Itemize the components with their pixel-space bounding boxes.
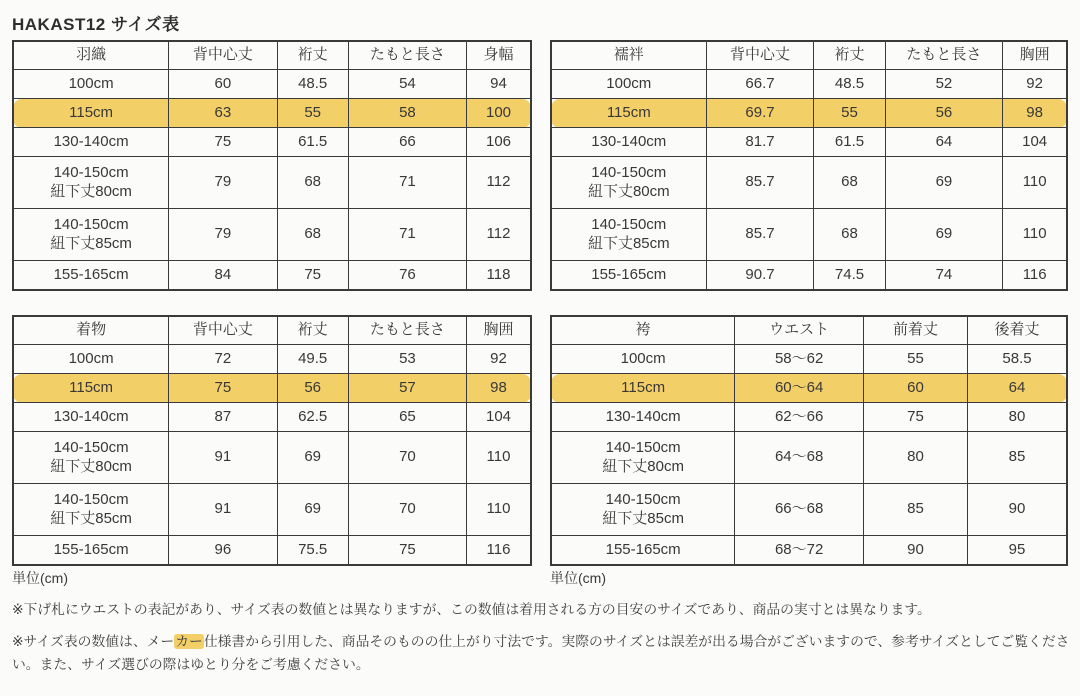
measurement-value: 75: [169, 374, 277, 403]
measurement-value: 96: [169, 536, 277, 566]
measurement-value: 110: [1003, 209, 1067, 261]
measurement-value: 61.5: [277, 128, 348, 157]
cord-length-line: 紐下丈80cm: [50, 457, 132, 475]
measurement-value: 69: [885, 209, 1003, 261]
height-range-label: 155-165cm: [551, 261, 706, 291]
table-row: [551, 70, 1067, 99]
measurement-value: 56: [277, 374, 348, 403]
measurement-value: 55: [277, 99, 348, 128]
table-row: [13, 209, 531, 261]
measurement-column-header: 身幅: [467, 41, 531, 70]
footnote-2-marker-highlight: カー: [175, 634, 203, 650]
measurement-value: 68～72: [735, 536, 864, 566]
measurement-value: 106: [467, 128, 531, 157]
table-row: [551, 403, 1067, 432]
height-range-label: 155-165cm: [13, 536, 169, 566]
measurement-value: 110: [467, 432, 531, 484]
measurement-value: 81.7: [706, 128, 814, 157]
height-range-label: 100cm: [551, 70, 706, 99]
size-table-hakama: [550, 315, 1068, 566]
measurement-value: 75: [864, 403, 968, 432]
measurement-value: 65: [348, 403, 466, 432]
table-row: [551, 261, 1067, 291]
height-range-label: 100cm: [13, 345, 169, 374]
height-range-label: 130-140cm: [551, 403, 735, 432]
measurement-value: 53: [348, 345, 466, 374]
table-row: [13, 536, 531, 566]
measurement-value: 75.5: [277, 536, 348, 566]
header-row: [551, 316, 1067, 345]
measurement-value: 91: [169, 484, 277, 536]
measurement-column-header: たもと長さ: [348, 41, 466, 70]
table-row: [551, 432, 1067, 484]
height-range-label: 100cm: [13, 70, 169, 99]
table-row: [13, 484, 531, 536]
measurement-value: 60: [169, 70, 277, 99]
measurement-value: 75: [277, 261, 348, 291]
measurement-value: 58～62: [735, 345, 864, 374]
garment-name-header: 着物: [13, 316, 169, 345]
measurement-value: 74.5: [814, 261, 885, 291]
measurement-value: 71: [348, 209, 466, 261]
garment-name-header: 襦袢: [551, 41, 706, 70]
measurement-value: 60: [864, 374, 968, 403]
cord-length-line: 紐下丈85cm: [50, 234, 132, 252]
measurement-value: 55: [864, 345, 968, 374]
measurement-value: 94: [467, 70, 531, 99]
measurement-column-header: ウエスト: [735, 316, 864, 345]
measurement-value: 98: [467, 374, 531, 403]
measurement-value: 90.7: [706, 261, 814, 291]
height-range-line: 140-150cm: [53, 163, 129, 181]
measurement-value: 87: [169, 403, 277, 432]
height-range-label: [551, 484, 735, 536]
table-row: [13, 70, 531, 99]
height-range-label: 130-140cm: [551, 128, 706, 157]
measurement-column-header: 背中心丈: [706, 41, 814, 70]
measurement-value: 69: [885, 157, 1003, 209]
garment-name-header: 羽織: [13, 41, 169, 70]
measurement-value: 104: [1003, 128, 1067, 157]
height-range-label: [13, 484, 169, 536]
measurement-value: 100: [467, 99, 531, 128]
measurement-value: 95: [968, 536, 1068, 566]
measurement-value: 48.5: [814, 70, 885, 99]
size-table-juban: [550, 40, 1068, 291]
table-row: [551, 99, 1067, 128]
measurement-column-header: たもと長さ: [348, 316, 466, 345]
table-row: [551, 345, 1067, 374]
table-row: [13, 432, 531, 484]
footnotes: [12, 598, 1070, 686]
measurement-value: 68: [814, 157, 885, 209]
measurement-value: 70: [348, 484, 466, 536]
cord-length-line: 紐下丈80cm: [50, 182, 132, 200]
table-row: [13, 128, 531, 157]
size-table-haori: [12, 40, 532, 291]
footnote-2: [12, 630, 1070, 676]
measurement-value: 55: [814, 99, 885, 128]
measurement-value: 49.5: [277, 345, 348, 374]
measurement-value: 91: [169, 432, 277, 484]
measurement-value: 116: [467, 536, 531, 566]
table-row: [551, 374, 1067, 403]
measurement-value: 72: [169, 345, 277, 374]
measurement-column-header: 胸囲: [467, 316, 531, 345]
measurement-column-header: 後着丈: [968, 316, 1068, 345]
measurement-value: 64: [968, 374, 1068, 403]
height-range-label: [13, 157, 169, 209]
measurement-value: 85: [864, 484, 968, 536]
measurement-value: 84: [169, 261, 277, 291]
measurement-value: 69: [277, 484, 348, 536]
measurement-value: 69: [277, 432, 348, 484]
measurement-column-header: 胸囲: [1003, 41, 1067, 70]
measurement-value: 68: [277, 157, 348, 209]
table-row: [13, 345, 531, 374]
size-table-kimono: [12, 315, 532, 566]
height-range-label: [551, 157, 706, 209]
measurement-value: 79: [169, 157, 277, 209]
unit-label-right: 単位(cm): [550, 570, 606, 586]
measurement-value: 64: [885, 128, 1003, 157]
height-range-label: 115cm: [13, 99, 169, 128]
height-range-label: 130-140cm: [13, 403, 169, 432]
measurement-value: 80: [864, 432, 968, 484]
table-row: [13, 261, 531, 291]
measurement-value: 75: [348, 536, 466, 566]
measurement-value: 90: [968, 484, 1068, 536]
measurement-value: 68: [277, 209, 348, 261]
height-range-label: 100cm: [551, 345, 735, 374]
height-range-label: 155-165cm: [551, 536, 735, 566]
cord-length-line: 紐下丈85cm: [602, 509, 684, 527]
measurement-value: 98: [1003, 99, 1067, 128]
haori-size-table-container: [12, 40, 532, 291]
cord-length-line: 紐下丈85cm: [50, 509, 132, 527]
table-row: [551, 484, 1067, 536]
footnote-1: ※下げ札にウエストの表記があり、サイズ表の数値とは異なりますが、この数値は着用される方の目安のサイズであり、商品の実寸とは異なります。: [12, 602, 931, 617]
measurement-value: 92: [467, 345, 531, 374]
measurement-value: 110: [1003, 157, 1067, 209]
measurement-value: 110: [467, 484, 531, 536]
garment-name-header: 袴: [551, 316, 735, 345]
measurement-column-header: 裄丈: [277, 41, 348, 70]
measurement-value: 112: [467, 157, 531, 209]
measurement-value: 116: [1003, 261, 1067, 291]
footnote-2-post: 仕様書から引用した、商品そのものの仕上がり寸法です。実際のサイズとは誤差が出る場合がございますので、参考サイズとしてご覧ください。また、サイズ選びの際はゆとり分をご考慮ください。: [12, 634, 1070, 673]
height-range-line: 140-150cm: [591, 215, 667, 233]
height-range-label: 115cm: [551, 374, 735, 403]
height-range-label: [551, 432, 735, 484]
measurement-value: 61.5: [814, 128, 885, 157]
table-row: [551, 157, 1067, 209]
table-row: [551, 209, 1067, 261]
measurement-value: 71: [348, 157, 466, 209]
header-row: [551, 41, 1067, 70]
footnote-2-pre: ※サイズ表の数値は、メー: [12, 634, 175, 650]
header-row: [13, 316, 531, 345]
height-range-label: [13, 432, 169, 484]
table-row: [13, 157, 531, 209]
height-range-line: 140-150cm: [53, 215, 129, 233]
measurement-value: 58: [348, 99, 466, 128]
measurement-value: 54: [348, 70, 466, 99]
measurement-column-header: 裄丈: [814, 41, 885, 70]
cord-length-line: 紐下丈85cm: [587, 234, 670, 252]
measurement-value: 92: [1003, 70, 1067, 99]
height-range-label: 115cm: [13, 374, 169, 403]
height-range-label: [551, 209, 706, 261]
height-range-line: 140-150cm: [53, 438, 129, 456]
measurement-value: 58.5: [968, 345, 1068, 374]
measurement-value: 80: [968, 403, 1068, 432]
height-range-line: 140-150cm: [605, 490, 681, 508]
measurement-value: 75: [169, 128, 277, 157]
measurement-value: 85.7: [706, 157, 814, 209]
measurement-value: 118: [467, 261, 531, 291]
height-range-label: 155-165cm: [13, 261, 169, 291]
height-range-label: [13, 209, 169, 261]
measurement-value: 66: [348, 128, 466, 157]
measurement-value: 52: [885, 70, 1003, 99]
measurement-value: 76: [348, 261, 466, 291]
height-range-line: 140-150cm: [53, 490, 129, 508]
height-range-label: 130-140cm: [13, 128, 169, 157]
measurement-value: 62.5: [277, 403, 348, 432]
table-row: [13, 99, 531, 128]
page-title: HAKAST12 サイズ表: [12, 15, 180, 34]
measurement-value: 57: [348, 374, 466, 403]
height-range-line: 140-150cm: [591, 163, 667, 181]
measurement-value: 60～64: [735, 374, 864, 403]
kimono-size-table-container: [12, 315, 532, 566]
measurement-value: 112: [467, 209, 531, 261]
juban-size-table-container: [550, 40, 1068, 291]
table-row: [551, 128, 1067, 157]
measurement-value: 66.7: [706, 70, 814, 99]
table-row: [13, 374, 531, 403]
measurement-column-header: 背中心丈: [169, 41, 277, 70]
measurement-column-header: 背中心丈: [169, 316, 277, 345]
measurement-value: 85: [968, 432, 1068, 484]
cord-length-line: 紐下丈80cm: [587, 182, 670, 200]
hakama-size-table-container: [550, 315, 1068, 566]
measurement-value: 85.7: [706, 209, 814, 261]
measurement-value: 70: [348, 432, 466, 484]
measurement-value: 64～68: [735, 432, 864, 484]
measurement-value: 69.7: [706, 99, 814, 128]
measurement-value: 104: [467, 403, 531, 432]
measurement-value: 48.5: [277, 70, 348, 99]
measurement-column-header: 前着丈: [864, 316, 968, 345]
measurement-value: 56: [885, 99, 1003, 128]
table-row: [13, 403, 531, 432]
cord-length-line: 紐下丈80cm: [602, 457, 684, 475]
height-range-label: 115cm: [551, 99, 706, 128]
measurement-value: 66～68: [735, 484, 864, 536]
height-range-line: 140-150cm: [605, 438, 681, 456]
measurement-value: 63: [169, 99, 277, 128]
measurement-value: 68: [814, 209, 885, 261]
measurement-value: 62～66: [735, 403, 864, 432]
measurement-value: 74: [885, 261, 1003, 291]
measurement-column-header: たもと長さ: [885, 41, 1003, 70]
measurement-value: 79: [169, 209, 277, 261]
header-row: [13, 41, 531, 70]
measurement-column-header: 裄丈: [277, 316, 348, 345]
unit-label-left: 単位(cm): [12, 570, 68, 586]
table-row: [551, 536, 1067, 566]
measurement-value: 90: [864, 536, 968, 566]
